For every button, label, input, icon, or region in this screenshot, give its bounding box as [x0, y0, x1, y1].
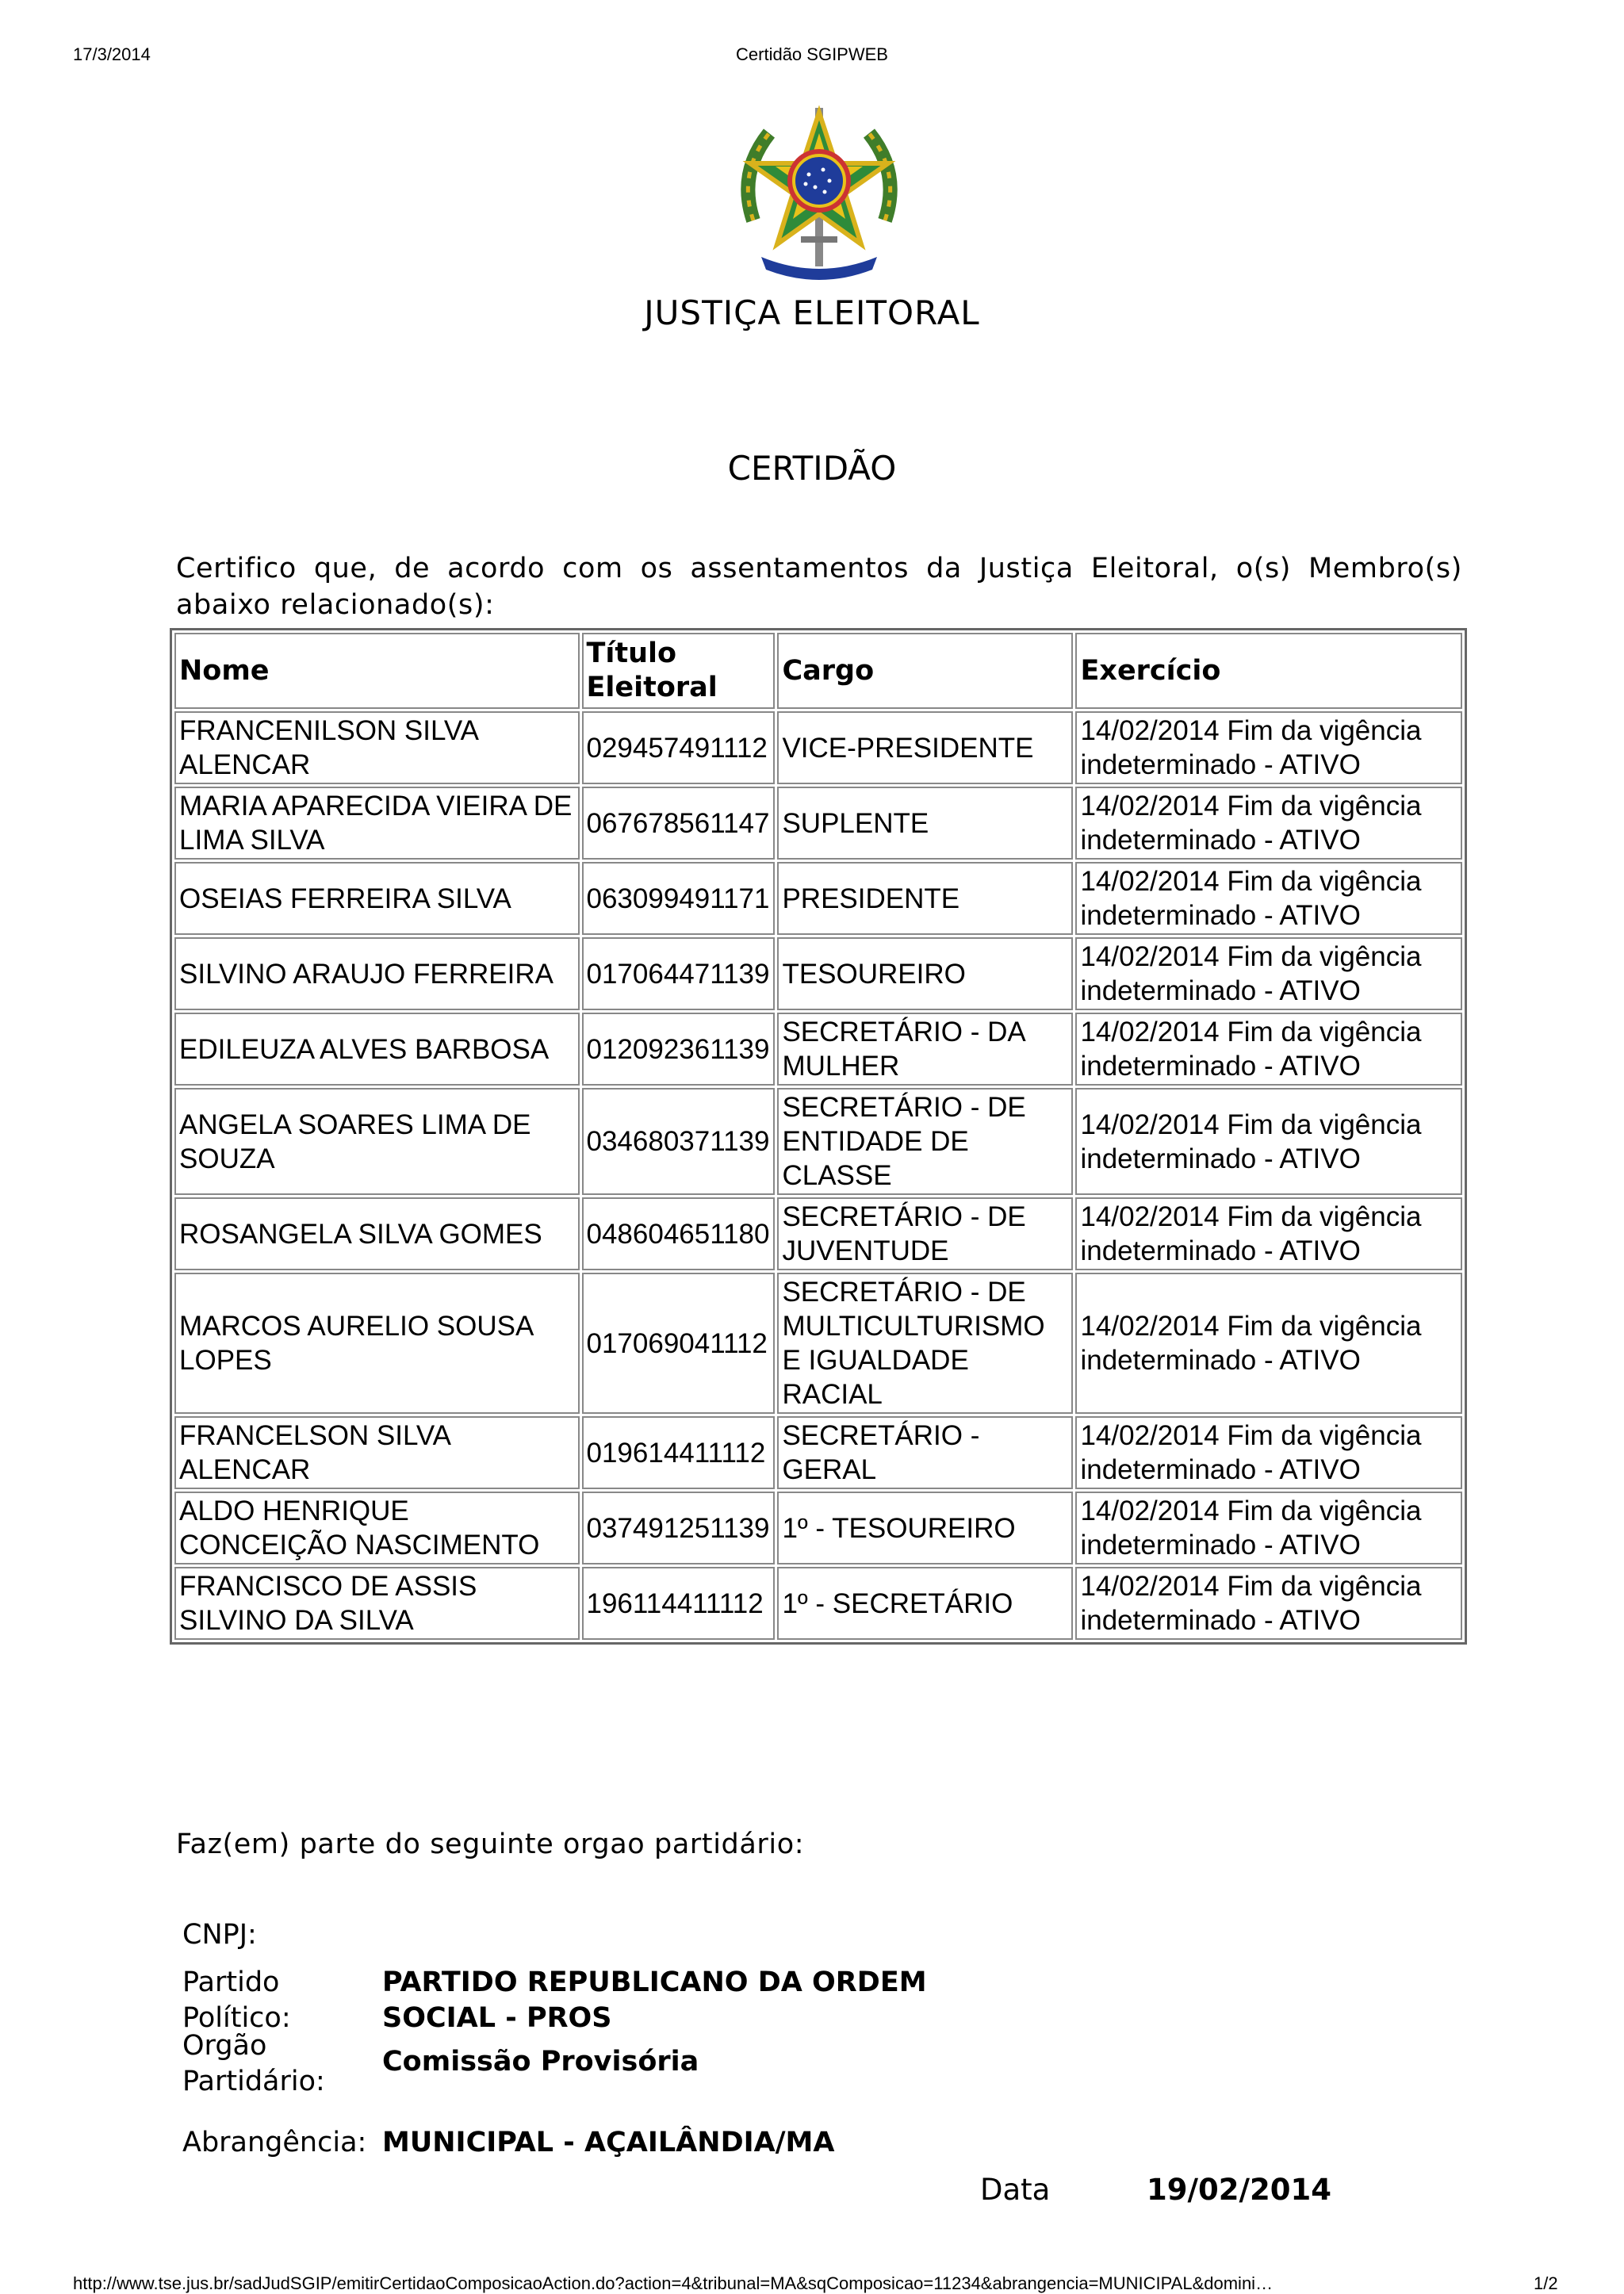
scope-label: Abrangência:: [182, 2127, 367, 2158]
issue-date-label: Data: [980, 2173, 1051, 2207]
cell-nome: FRANCENILSON SILVA ALENCAR: [174, 711, 580, 784]
cell-exercicio: 14/02/2014 Fim da vigência indeterminado - ATIVO: [1075, 711, 1462, 784]
cell-nome: OSEIAS FERREIRA SILVA: [174, 862, 580, 935]
table-row: [174, 1567, 1462, 1640]
cell-titulo: 017069041112: [582, 1273, 776, 1414]
intro-paragraph: Certifico que, de acordo com os assentamentos da Justiça Eleitoral, o(s) Membro(s) abaixo relacionado(s):: [176, 553, 1462, 621]
cell-cargo: 1º - TESOUREIRO: [777, 1492, 1073, 1564]
cell-titulo: 029457491112: [582, 711, 776, 784]
column-header-exercicio: Exercício: [1075, 633, 1462, 709]
cell-titulo: 019614411112: [582, 1416, 776, 1489]
cell-nome: MARIA APARECIDA VIEIRA DE LIMA SILVA: [174, 787, 580, 860]
cell-nome: FRANCISCO DE ASSIS SILVINO DA SILVA: [174, 1567, 580, 1640]
organ-intro-text: Faz(em) parte do seguinte orgao partidário:: [176, 1829, 805, 1860]
party-label: Partido Político:: [182, 1967, 291, 2034]
cell-cargo: SECRETÁRIO - GERAL: [777, 1416, 1073, 1489]
cell-cargo: TESOUREIRO: [777, 937, 1073, 1010]
cell-titulo: 063099491171: [582, 862, 776, 935]
party-value: PARTIDO REPUBLICANO DA ORDEM SOCIAL - PROS: [382, 1967, 927, 2034]
coat-of-arms-icon: [730, 101, 909, 285]
cell-nome: EDILEUZA ALVES BARBOSA: [174, 1013, 580, 1086]
footer-url: http://www.tse.jus.br/sadJudSGIP/emitirCertidaoComposicaoAction.do?action=4&tribunal=MA&sqComposicao=11234&abrangencia=MUNICIPAL&domini…: [73, 2273, 1274, 2293]
document-title: CERTIDÃO: [727, 449, 897, 488]
cell-exercicio: 14/02/2014 Fim da vigência indeterminado - ATIVO: [1075, 1088, 1462, 1195]
organization-title: JUSTIÇA ELEITORAL: [644, 293, 980, 332]
cell-nome: ALDO HENRIQUE CONCEIÇÃO NASCIMENTO: [174, 1492, 580, 1564]
table-row: [174, 711, 1462, 784]
cell-cargo: SECRETÁRIO - DE MULTICULTURISMO E IGUALDADE RACIAL: [777, 1273, 1073, 1414]
cell-titulo: 012092361139: [582, 1013, 776, 1086]
cell-titulo: 037491251139: [582, 1492, 776, 1564]
cell-cargo: SECRETÁRIO - DA MULHER: [777, 1013, 1073, 1086]
print-date: 17/3/2014: [73, 44, 151, 64]
members-table: [170, 628, 1467, 1645]
cell-exercicio: 14/02/2014 Fim da vigência indeterminado - ATIVO: [1075, 862, 1462, 935]
cell-exercicio: 14/02/2014 Fim da vigência indeterminado - ATIVO: [1075, 1567, 1462, 1640]
cell-exercicio: 14/02/2014 Fim da vigência indeterminado - ATIVO: [1075, 1416, 1462, 1489]
table-row: [174, 787, 1462, 860]
column-header-titulo: Título Eleitoral: [582, 633, 776, 709]
cell-nome: SILVINO ARAUJO FERREIRA: [174, 937, 580, 1010]
table-row: [174, 1416, 1462, 1489]
cell-cargo: SUPLENTE: [777, 787, 1073, 860]
cell-titulo: 017064471139: [582, 937, 776, 1010]
table-row: [174, 937, 1462, 1010]
cell-exercicio: 14/02/2014 Fim da vigência indeterminado - ATIVO: [1075, 1013, 1462, 1086]
column-header-cargo: Cargo: [777, 633, 1073, 709]
cell-titulo: 067678561147: [582, 787, 776, 860]
footer-page-number: 1/2: [1534, 2273, 1558, 2293]
cell-cargo: SECRETÁRIO - DE JUVENTUDE: [777, 1197, 1073, 1270]
cell-cargo: SECRETÁRIO - DE ENTIDADE DE CLASSE: [777, 1088, 1073, 1195]
table-row: [174, 1197, 1462, 1270]
cell-cargo: PRESIDENTE: [777, 862, 1073, 935]
cell-nome: MARCOS AURELIO SOUSA LOPES: [174, 1273, 580, 1414]
cell-cargo: VICE-PRESIDENTE: [777, 711, 1073, 784]
cell-titulo: 196114411112: [582, 1567, 776, 1640]
table-row: [174, 1088, 1462, 1195]
organ-label: Orgão Partidário:: [182, 2030, 325, 2097]
cell-titulo: 034680371139: [582, 1088, 776, 1195]
table-row: [174, 862, 1462, 935]
cell-exercicio: 14/02/2014 Fim da vigência indeterminado - ATIVO: [1075, 1197, 1462, 1270]
cell-nome: FRANCELSON SILVA ALENCAR: [174, 1416, 580, 1489]
print-page-title: Certidão SGIPWEB: [736, 44, 888, 64]
table-row: [174, 1492, 1462, 1564]
scope-value: MUNICIPAL - AÇAILÂNDIA/MA: [382, 2127, 835, 2158]
table-row: [174, 1273, 1462, 1414]
cell-cargo: 1º - SECRETÁRIO: [777, 1567, 1073, 1640]
cell-exercicio: 14/02/2014 Fim da vigência indeterminado - ATIVO: [1075, 937, 1462, 1010]
cell-exercicio: 14/02/2014 Fim da vigência indeterminado - ATIVO: [1075, 787, 1462, 860]
issue-date-value: 19/02/2014: [1147, 2173, 1331, 2207]
cell-nome: ROSANGELA SILVA GOMES: [174, 1197, 580, 1270]
cell-titulo: 048604651180: [582, 1197, 776, 1270]
cell-nome: ANGELA SOARES LIMA DE SOUZA: [174, 1088, 580, 1195]
table-header-row: [174, 633, 1462, 709]
cell-exercicio: 14/02/2014 Fim da vigência indeterminado - ATIVO: [1075, 1492, 1462, 1564]
cnpj-label: CNPJ:: [182, 1919, 257, 1951]
table-row: [174, 1013, 1462, 1086]
column-header-nome: Nome: [174, 633, 580, 709]
cell-exercicio: 14/02/2014 Fim da vigência indeterminado - ATIVO: [1075, 1273, 1462, 1414]
organ-value: Comissão Provisória: [382, 2046, 699, 2078]
